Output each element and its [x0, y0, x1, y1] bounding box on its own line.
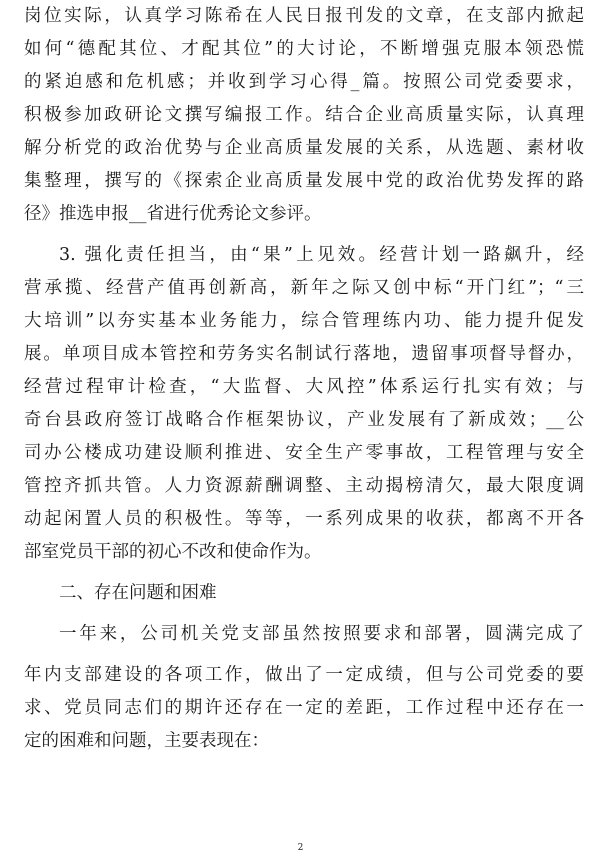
text-line: 经营过程审计检查，“大监督、大风控”体系运行扎实有效；与 — [24, 377, 584, 397]
text-line: 动起闲置人员的积极性。等等，一系列成果的收获，都离不开各 — [24, 509, 584, 529]
text-line: 部室党员干部的初心不改和使命作为。 — [24, 542, 322, 562]
text-line: 如何“德配其位、才配其位”的大讨论，不断增强克服本领恐慌 — [24, 39, 584, 59]
text-line: 求、党员同志们的期许还存在一定的差距，工作过程中还存在一 — [24, 698, 584, 718]
text-line: 径》推选申报__省进行优秀论文参评。 — [24, 204, 322, 224]
text-line: 岗位实际，认真学习陈希在人民日报刊发的文章，在支部内掀起 — [24, 6, 584, 26]
text-line: 二、存在问题和困难 — [59, 583, 217, 603]
text-line: 年内支部建设的各项工作，做出了一定成绩，但与公司党委的要 — [24, 665, 584, 685]
text-line: 大培训”以夯实基本业务能力，综合管理练内功、能力提升促发 — [24, 311, 584, 331]
text-line: 展。单项目成本管控和劳务实名制试行落地，遗留事项督导督办， — [24, 344, 584, 364]
text-line: 积极参加政研论文撰写编报工作。结合企业高质量实际，认真理 — [24, 105, 584, 125]
text-line: 的紧迫感和危机感；并收到学习心得_篇。按照公司党委要求， — [24, 72, 584, 92]
text-line: 一年来，公司机关党支部虽然按照要求和部署，圆满完成了 — [59, 624, 584, 644]
text-line: 管控齐抓共管。人力资源薪酬调整、主动揭榜清欠，最大限度调 — [24, 476, 584, 496]
text-line: 奇台县政府签订战略合作框架协议，产业发展有了新成效；__公 — [24, 410, 584, 430]
text-line: 解分析党的政治优势与企业高质量发展的关系，从选题、素材收 — [24, 138, 584, 158]
page-number: 2 — [297, 843, 304, 853]
document-page — [24, 0, 584, 864]
text-line: 营承揽、经营产值再创新高，新年之际又创中标“开门红”；“三 — [24, 278, 584, 298]
text-line: 定的困难和问题，主要表现在： — [24, 731, 269, 751]
text-line: 3. 强化责任担当，由“果”上见效。经营计划一路飙升，经 — [59, 245, 584, 265]
text-line: 司办公楼成功建设顺利推进、安全生产零事故，工程管理与安全 — [24, 443, 584, 463]
text-line: 集整理，撰写的《探索企业高质量发展中党的政治优势发挥的路 — [24, 171, 584, 191]
